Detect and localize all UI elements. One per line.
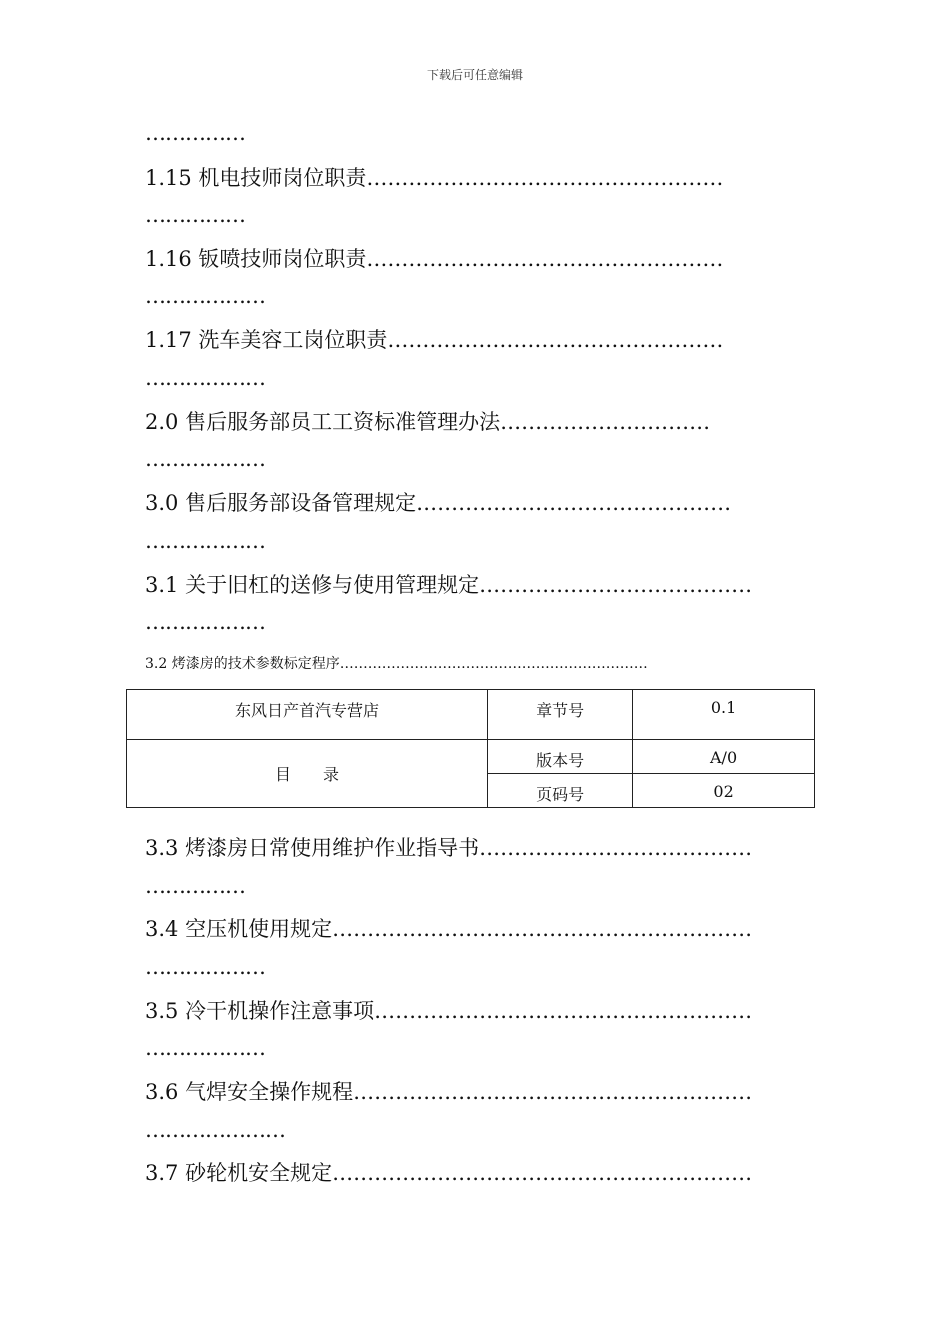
- toc-entry-3-4: 3.4 空压机使用规定……………………………………………………: [145, 917, 753, 941]
- toc-dots-continuation: ……………: [145, 121, 245, 145]
- toc-entry-1-15-dots: ……………: [145, 203, 245, 227]
- toc-entry-2-0-dots: ………………: [145, 447, 265, 471]
- page-value-cell: 02: [633, 774, 815, 808]
- toc-entry-3-6: 3.6 气焊安全操作规程…………………………………………………: [145, 1080, 753, 1104]
- header-note: 下载后可任意编辑: [426, 68, 523, 82]
- toc-entry-3-5: 3.5 冷干机操作注意事项………………………………………………: [145, 999, 753, 1023]
- toc-entry-3-1: 3.1 关于旧杠的送修与使用管理规定…………………………………: [145, 573, 753, 597]
- toc-entry-3-7: 3.7 砂轮机安全规定……………………………………………………: [145, 1161, 753, 1185]
- toc-entry-3-3: 3.3 烤漆房日常使用维护作业指导书…………………………………: [145, 836, 753, 860]
- toc-entry-3-3-dots: ……………: [145, 874, 245, 898]
- toc-entry-2-0: 2.0 售后服务部员工工资标准管理办法…………………………: [145, 410, 711, 434]
- toc-entry-3-6-dots: …………………: [145, 1118, 285, 1142]
- version-label-cell: 版本号: [488, 740, 633, 774]
- toc-entry-1-16-dots: ………………: [145, 284, 265, 308]
- company-name-cell: 东风日产首汽专营店: [127, 690, 488, 740]
- chapter-value-cell: 0.1: [633, 690, 815, 740]
- toc-entry-3-0-dots: ………………: [145, 529, 265, 553]
- chapter-label-cell: 章节号: [488, 690, 633, 740]
- toc-entry-3-5-dots: ………………: [145, 1036, 265, 1060]
- toc-entry-1-17: 1.17 洗车美容工岗位职责…………………………………………: [145, 328, 724, 352]
- document-header-table: [126, 689, 815, 808]
- version-value-cell: A/0: [633, 740, 815, 774]
- toc-entry-3-0: 3.0 售后服务部设备管理规定………………………………………: [145, 491, 732, 515]
- toc-entry-1-17-dots: ………………: [145, 366, 265, 390]
- toc-entry-3-1-dots: ………………: [145, 610, 265, 634]
- toc-entry-1-15: 1.15 机电技师岗位职责……………………………………………: [145, 166, 724, 190]
- page-label-cell: 页码号: [488, 774, 633, 808]
- toc-entry-3-4-dots: ………………: [145, 955, 265, 979]
- toc-entry-3-2: 3.2 烤漆房的技术参数标定程序…………………………………………………………: [145, 656, 648, 672]
- document-title-cell: 目 录: [127, 740, 488, 808]
- toc-entry-1-16: 1.16 钣喷技师岗位职责……………………………………………: [145, 247, 724, 271]
